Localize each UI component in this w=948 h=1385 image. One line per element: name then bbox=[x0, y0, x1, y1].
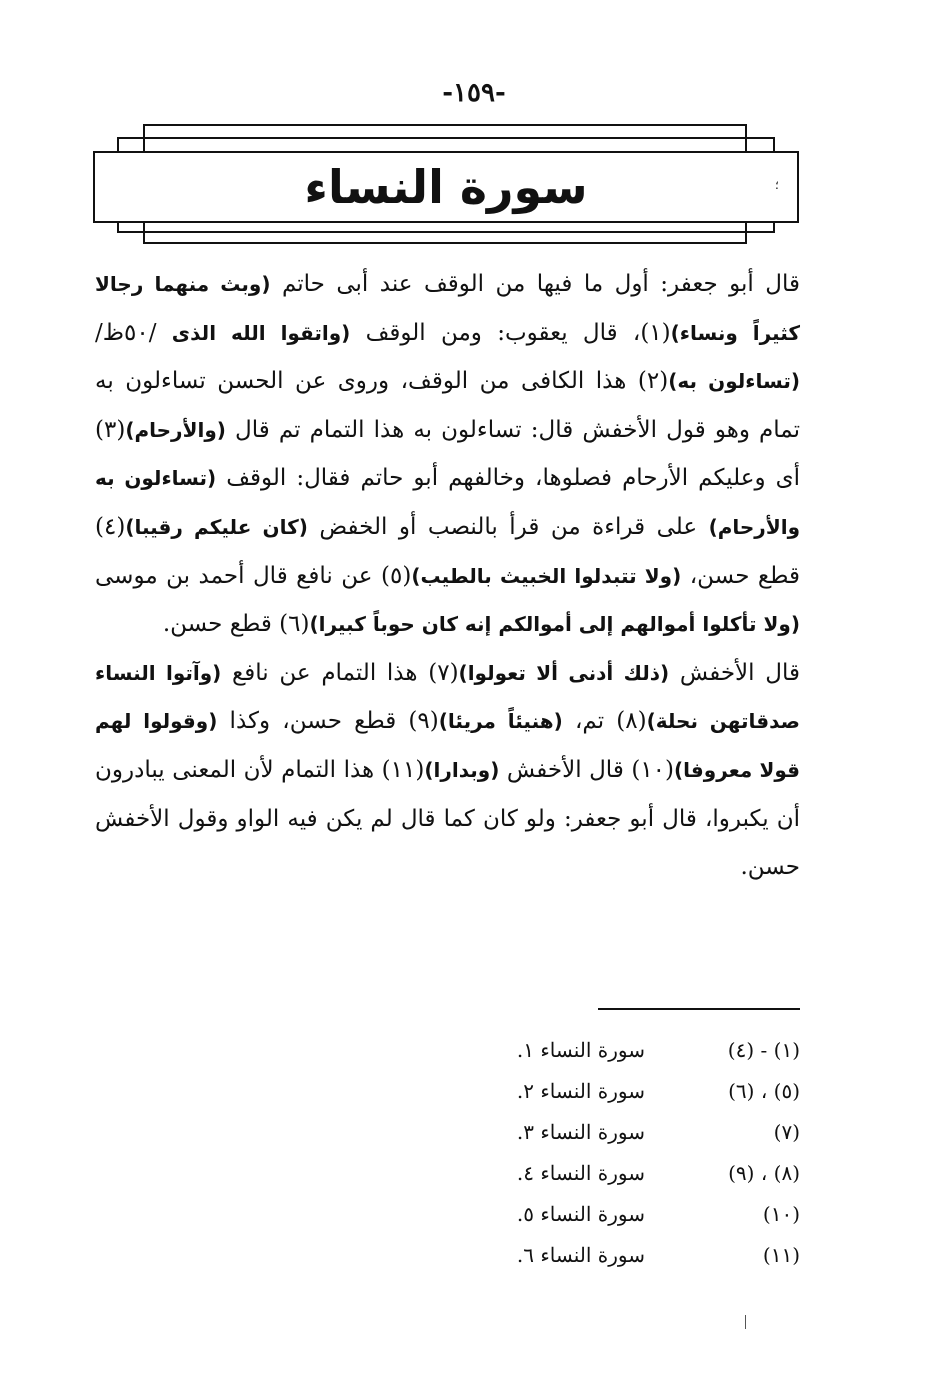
paragraph-1 bbox=[95, 260, 800, 649]
text-segment: (١١) هذا التمام لأن المعنى يبادرون أن يكبروا، قال أبو جعفر: ولو كان كما قال لم يكن فيه الواو وقول الأخفش حسن. bbox=[95, 756, 800, 881]
text-segment: قال الأخفش bbox=[669, 659, 800, 686]
footnote-ref: (٧) bbox=[773, 1120, 800, 1144]
footnote-ref: (٨) ، (٩) bbox=[728, 1161, 800, 1185]
text-segment: (١)، قال يعقوب: ومن الوقف bbox=[350, 319, 671, 346]
quran-quote: (وقولوا لهم قولا معروفا) bbox=[95, 709, 801, 782]
text-segment: (٣) أى وعليكم الأرحام فصلوها، وخالفهم أبو حاتم فقال: الوقف bbox=[95, 416, 800, 492]
quran-quote: (ولا تتبدلوا الخبيث بالطيب) bbox=[411, 563, 682, 588]
footnote-item bbox=[480, 1235, 800, 1276]
quran-quote: (وبدارا) bbox=[424, 757, 500, 782]
footnotes-list bbox=[480, 1030, 800, 1276]
text-segment: (٢) هذا الكافى من الوقف، وروى عن الحسن تساءلون به تمام وهو قول الأخفش قال: تساءلون به هذا التمام تم قال bbox=[95, 368, 800, 443]
quran-quote: (تساءلون به) bbox=[668, 369, 800, 394]
text-segment: (٤) قطع حسن، bbox=[95, 513, 800, 589]
footnote-item bbox=[480, 1112, 800, 1153]
text-segment: (٧) هذا التمام عن نافع bbox=[221, 659, 459, 686]
scan-mark bbox=[745, 1315, 746, 1329]
surah-title: سورة النساء bbox=[304, 160, 588, 214]
footnote-source: سورة النساء ١. bbox=[516, 1038, 645, 1062]
text-segment: (٩) قطع حسن، وكذا bbox=[217, 708, 439, 735]
text-segment: على قراءة من قرأ بالنصب أو الخفض bbox=[307, 513, 709, 540]
text-segment: (١٠) قال الأخفش bbox=[499, 756, 675, 783]
footnote-item bbox=[480, 1071, 800, 1112]
footnote-source: سورة النساء ٣. bbox=[516, 1120, 645, 1144]
main-text bbox=[95, 260, 800, 892]
text-segment: (٨) تم، bbox=[562, 708, 647, 735]
footnote-ref: (١) - (٤) bbox=[727, 1038, 800, 1062]
footnote-ref: (١٠) bbox=[762, 1202, 800, 1226]
footnote-source: سورة النساء ٤. bbox=[516, 1161, 645, 1185]
quran-quote: (وبث منهما رجالا كثيراً ونساء) bbox=[95, 272, 801, 345]
footnote-item bbox=[480, 1030, 800, 1071]
footnote-source: سورة النساء ٦. bbox=[516, 1243, 645, 1267]
quran-quote: (ولا تأكلوا أموالهم إلى أموالكم إنه كان حوباً كبيرا) bbox=[309, 612, 800, 637]
quran-quote: (واتقوا الله الذى bbox=[171, 320, 351, 345]
quran-quote: (هنيئاً مريئا) bbox=[438, 709, 563, 734]
text-segment: (٥) عن نافع قال أحمد بن موسى bbox=[95, 562, 412, 589]
footnote-source: سورة النساء ٥. bbox=[516, 1202, 645, 1226]
footnote-source: سورة النساء ٢. bbox=[516, 1079, 645, 1103]
quran-quote: (وآتوا النساء صدقاتهن نحلة) bbox=[95, 660, 801, 734]
footnote-item bbox=[480, 1153, 800, 1194]
footnote-ref: (١١) bbox=[762, 1243, 800, 1267]
banner-mark: ؛ bbox=[775, 178, 779, 192]
text-segment: /٥٠ظ/ bbox=[95, 319, 172, 346]
footnote-divider bbox=[598, 1008, 800, 1010]
text-segment: قال أبو جعفر: أول ما فيها من الوقف عند أبى حاتم bbox=[270, 271, 800, 297]
footnote-item bbox=[480, 1194, 800, 1235]
text-segment: (٦) قطع حسن. bbox=[162, 611, 310, 638]
quran-quote: (ذلك أدنى ألا تعولوا) bbox=[458, 660, 670, 685]
footnote-ref: (٥) ، (٦) bbox=[728, 1079, 800, 1103]
paragraph-2 bbox=[95, 649, 800, 892]
page-number: -١٥٩- bbox=[442, 78, 506, 108]
quran-quote: (كان عليكم رقيبا) bbox=[125, 514, 308, 539]
quran-quote: (تساءلون به والأرحام) bbox=[95, 466, 800, 539]
quran-quote: (والأرحام) bbox=[125, 417, 226, 442]
